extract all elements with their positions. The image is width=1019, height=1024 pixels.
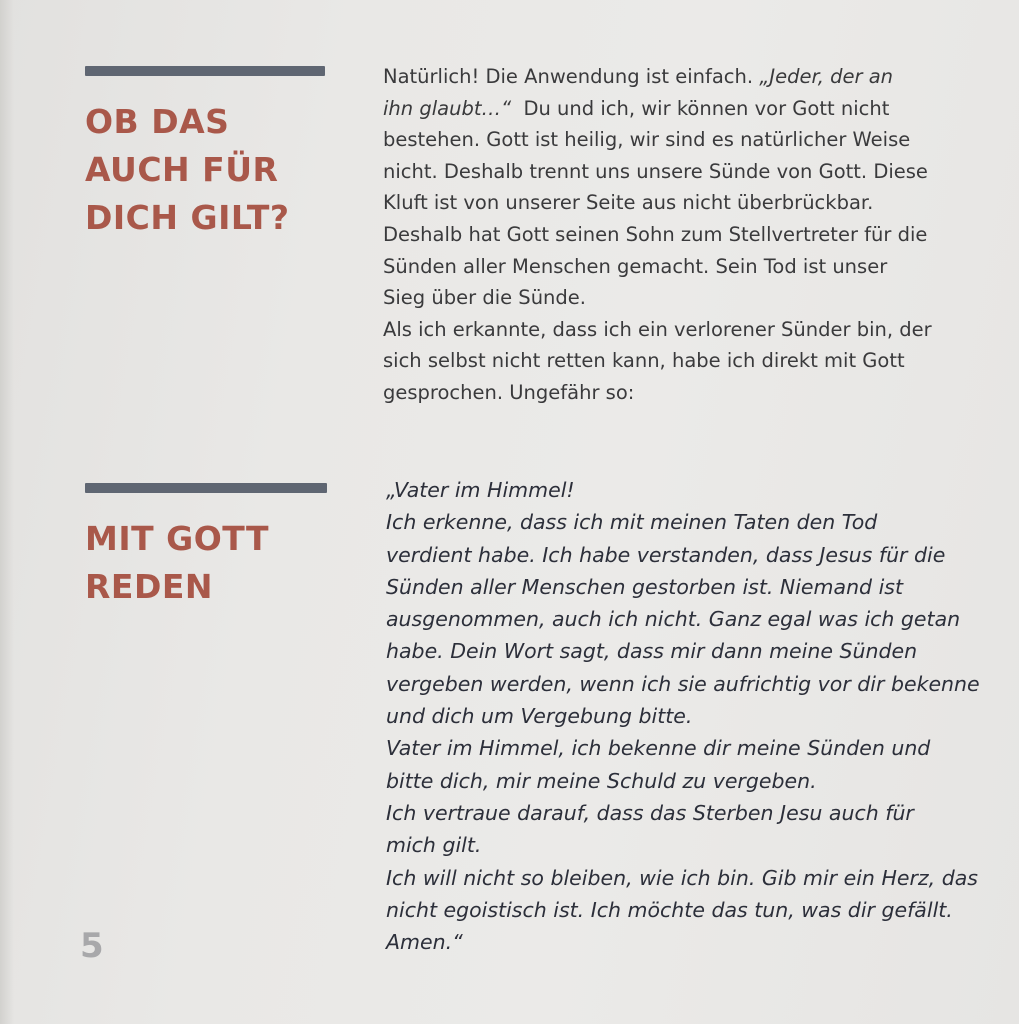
prayer-line: habe. Dein Wort sagt, dass mir dann meine Sünden xyxy=(386,639,918,664)
prayer-line: nicht egoistisch ist. Ich möchte das tun, was dir gefällt. xyxy=(386,897,953,922)
body-line: Kluft ist von unserer Seite aus nicht überbrückbar. xyxy=(383,191,874,215)
section-divider-1 xyxy=(85,66,325,76)
page-number: 5 xyxy=(80,926,104,966)
prayer-line: Sünden aller Menschen gestorben ist. Niemand ist xyxy=(386,574,904,599)
section-heading-1 xyxy=(85,98,290,242)
prayer-line: vergeben werden, wenn ich sie aufrichtig vor dir bekenne xyxy=(386,671,980,696)
prayer-line: ausgenommen, auch ich nicht. Ganz egal was ich getan xyxy=(386,607,961,632)
body-line: Deshalb hat Gott seinen Sohn zum Stellvertreter für die xyxy=(383,222,928,246)
heading-line: REDEN xyxy=(85,567,214,606)
prayer-line: bitte dich, mir meine Schuld zu vergeben. xyxy=(386,768,817,793)
prayer-line: mich gilt. xyxy=(386,833,482,858)
body-line: Sünden aller Menschen gemacht. Sein Tod ist unser xyxy=(383,254,888,278)
body-line: Als ich erkannte, dass ich ein verlorener Sünder bin, der xyxy=(383,317,932,341)
body-line: gesprochen. Ungefähr so: xyxy=(383,380,635,404)
binding-shadow xyxy=(0,0,14,1024)
prayer-line: Vater im Himmel, ich bekenne dir meine Sünden und xyxy=(386,736,931,761)
prayer-line: Ich vertraue darauf, dass das Sterben Jesu auch für xyxy=(386,800,914,825)
quote-text: ihn glaubt…“ xyxy=(383,96,512,120)
body-line: Sieg über die Sünde. xyxy=(383,286,586,310)
section-divider-2 xyxy=(85,483,327,493)
heading-line: DICH GILT? xyxy=(85,198,290,237)
prayer-line: „Vater im Himmel! xyxy=(386,478,575,502)
prayer-line: Amen.“ xyxy=(386,930,463,955)
section-heading-2 xyxy=(85,515,269,611)
heading-line: OB DAS xyxy=(85,102,230,141)
prayer-text xyxy=(386,474,1011,958)
prayer-line: Ich erkenne, dass ich mit meinen Taten den Tod xyxy=(386,510,878,535)
body-line: ihn glaubt…“ Du und ich, wir können vor Gott nicht xyxy=(383,96,890,120)
prayer-line: und dich um Vergebung bitte. xyxy=(386,704,693,729)
heading-line: AUCH FÜR xyxy=(85,150,279,189)
heading-line: MIT GOTT xyxy=(85,519,270,558)
body-line: Natürlich! Die Anwendung ist einfach. „Jeder, der an xyxy=(383,65,894,88)
body-line: bestehen. Gott ist heilig, wir sind es natürlicher Weise xyxy=(383,128,911,152)
prayer-line: verdient habe. Ich habe verstanden, dass Jesus für die xyxy=(386,542,946,567)
quote-text: „Jeder, der an xyxy=(759,65,894,88)
section-body-1 xyxy=(383,61,1003,409)
prayer-line: Ich will nicht so bleiben, wie ich bin. Gib mir ein Herz, das xyxy=(386,865,978,890)
body-line: nicht. Deshalb trennt uns unsere Sünde von Gott. Diese xyxy=(383,159,928,183)
body-line: sich selbst nicht retten kann, habe ich direkt mit Gott xyxy=(383,349,905,373)
